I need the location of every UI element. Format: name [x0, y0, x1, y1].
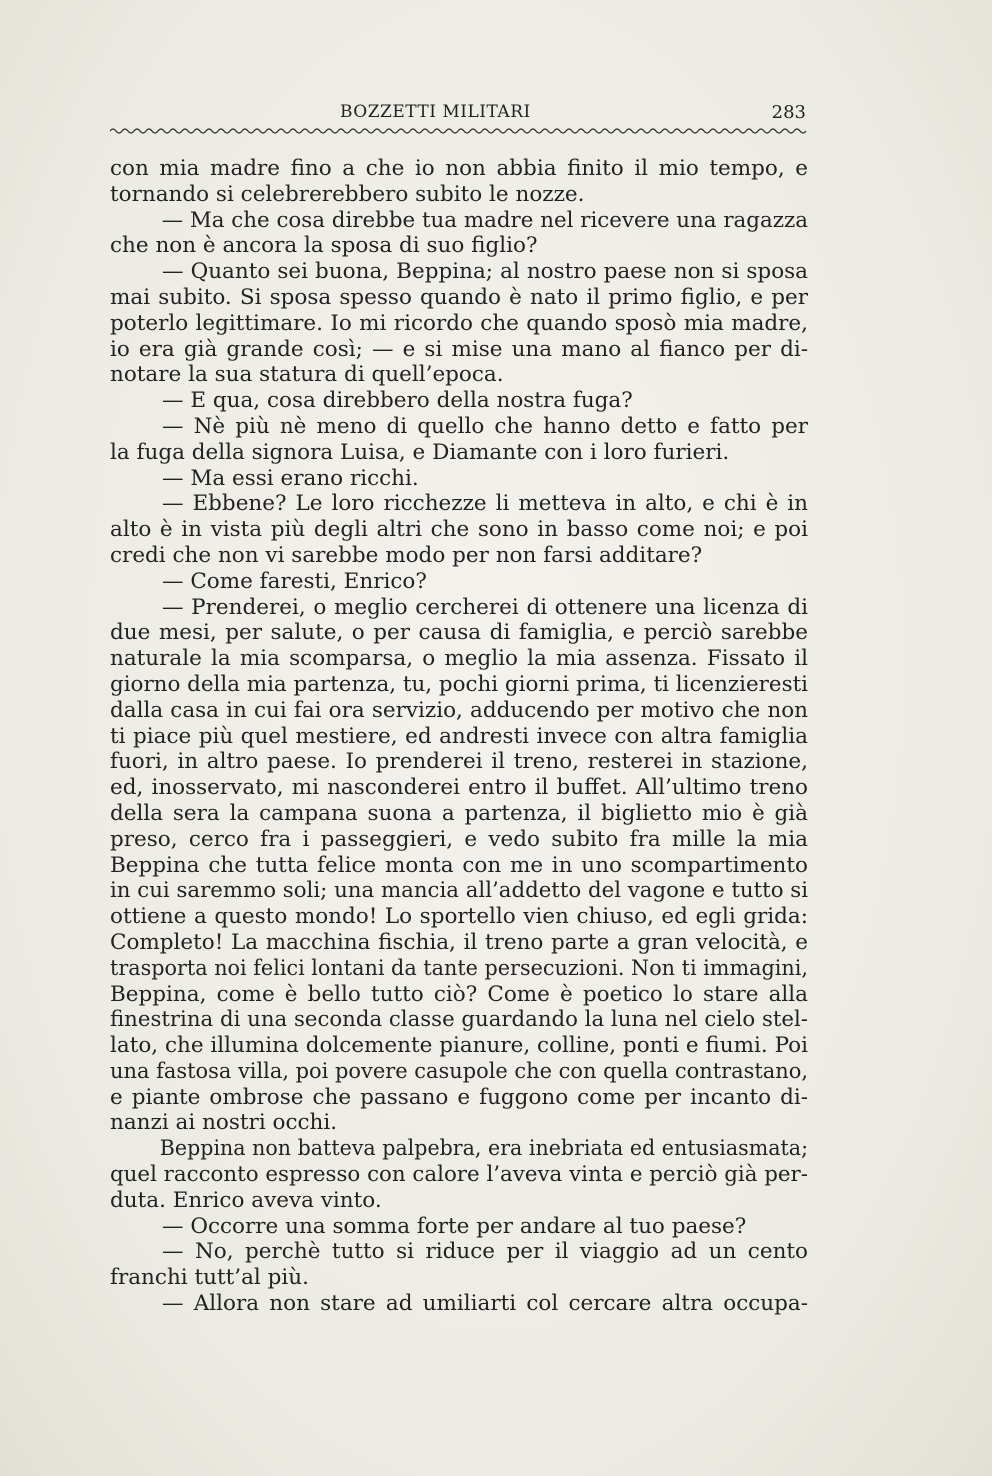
text-line: ottiene a questo mondo! Lo sportello vien chiuso, ed egli grida: [110, 904, 808, 930]
page-header [110, 100, 808, 140]
text-line: notare la sua statura di quell’epoca. [110, 362, 504, 388]
text-line: tornando si celebrerebbero subito le nozze. [110, 181, 585, 207]
text-line: una fastosa villa, poi povere casupole che con quella contrastano, [110, 1058, 809, 1084]
text-line: franchi tutt’al più. [110, 1265, 309, 1291]
text-line: due mesi, per salute, o per causa di famiglia, e perciò sarebbe [110, 620, 808, 646]
text-line: — Occorre una somma forte per andare al tuo paese? [162, 1213, 747, 1239]
text-line: lato, che illumina dolcemente pianure, colline, ponti e fiumi. Poi [110, 1033, 808, 1059]
text-line: — No, perchè tutto si riduce per il viaggio ad un cento [162, 1239, 808, 1265]
text-line: Beppina non batteva palpebra, era inebriata ed entusiasmata; [159, 1136, 809, 1162]
text-line: poterlo legittimare. Io mi ricordo che quando sposò mia madre, [110, 310, 808, 336]
text-line: della sera la campana suona a partenza, il biglietto mio è già [110, 800, 808, 826]
text-line: finestrina di una seconda classe guardando la luna nel cielo stel- [110, 1007, 808, 1033]
running-title: BOZZETTI MILITARI [340, 102, 531, 122]
text-line: — Prenderei, o meglio cercherei di ottenere una licenza di [162, 594, 808, 620]
text-line: Beppina, come è bello tutto ciò? Come è poetico lo stare alla [110, 981, 808, 1007]
page-number: 283 [771, 102, 806, 123]
text-line: ti piace più quel mestiere, ed andresti invece con altra famiglia [110, 723, 808, 749]
text-line: — Ma che cosa direbbe tua madre nel ricevere una ragazza [161, 207, 808, 233]
text-line: giorno della mia partenza, tu, pochi giorni prima, ti licenzieresti [110, 671, 809, 697]
text-line: ed, inosservato, mi nasconderei entro il buffet. All’ultimo treno [110, 775, 808, 801]
text-line: — Ma essi erano ricchi. [162, 465, 419, 491]
text-line: alto è in vista più degli altri che sono in basso come noi; e poi [110, 517, 808, 543]
text-line: che non è ancora la sposa di suo figlio? [110, 233, 538, 259]
text-line: e piante ombrose che passano e fuggono come per incanto di- [110, 1084, 808, 1110]
text-line: naturale la mia scomparsa, o meglio la mia assenza. Fissato il [110, 646, 808, 672]
wavy-rule [110, 126, 808, 136]
text-line: — Allora non stare ad umiliarti col cercare altra occupa- [162, 1291, 808, 1317]
text-line: preso, cerco fra i passeggieri, e vedo subito fra mille la mia [110, 826, 808, 852]
text-line: dalla casa in cui fai ora servizio, adducendo per motivo che non [110, 697, 808, 723]
text-line: trasporta noi felici lontani da tante persecuzioni. Non ti immagini, [110, 955, 808, 981]
text-line: Beppina che tutta felice monta con me in uno scompartimento [110, 852, 808, 878]
text-line: fuori, in altro paese. Io prenderei il treno, resterei in stazione, [110, 749, 808, 775]
text-line: — Nè più nè meno di quello che hanno detto e fatto per [162, 413, 808, 439]
body-text [110, 156, 808, 1317]
text-line: mai subito. Si sposa spesso quando è nato il primo figlio, e per [110, 284, 808, 310]
text-line: — Quanto sei buona, Beppina; al nostro paese non si sposa [162, 259, 808, 285]
text-line: credi che non vi sarebbe modo per non farsi additare? [110, 542, 703, 568]
text-line: Completo! La macchina fischia, il treno parte a gran velocità, e [110, 929, 808, 955]
text-line: in cui saremmo soli; una mancia all’addetto del vagone e tutto si [110, 878, 809, 904]
text-line: la fuga della signora Luisa, e Diamante con i loro furieri. [110, 439, 730, 465]
text-line: quel racconto espresso con calore l’aveva vinta e perciò già per- [110, 1162, 808, 1188]
text-line: nanzi ai nostri occhi. [110, 1110, 338, 1136]
text-line: — Ebbene? Le loro ricchezze li metteva in alto, e chi è in [162, 491, 808, 517]
text-line: io era già grande così; — e si mise una mano al fianco per di- [110, 336, 808, 362]
text-line: con mia madre fino a che io non abbia finito il mio tempo, e [110, 156, 808, 181]
text-line: — E qua, cosa direbbero della nostra fuga? [162, 388, 633, 414]
text-line: — Come faresti, Enrico? [162, 568, 427, 594]
text-line: duta. Enrico aveva vinto. [110, 1187, 382, 1213]
